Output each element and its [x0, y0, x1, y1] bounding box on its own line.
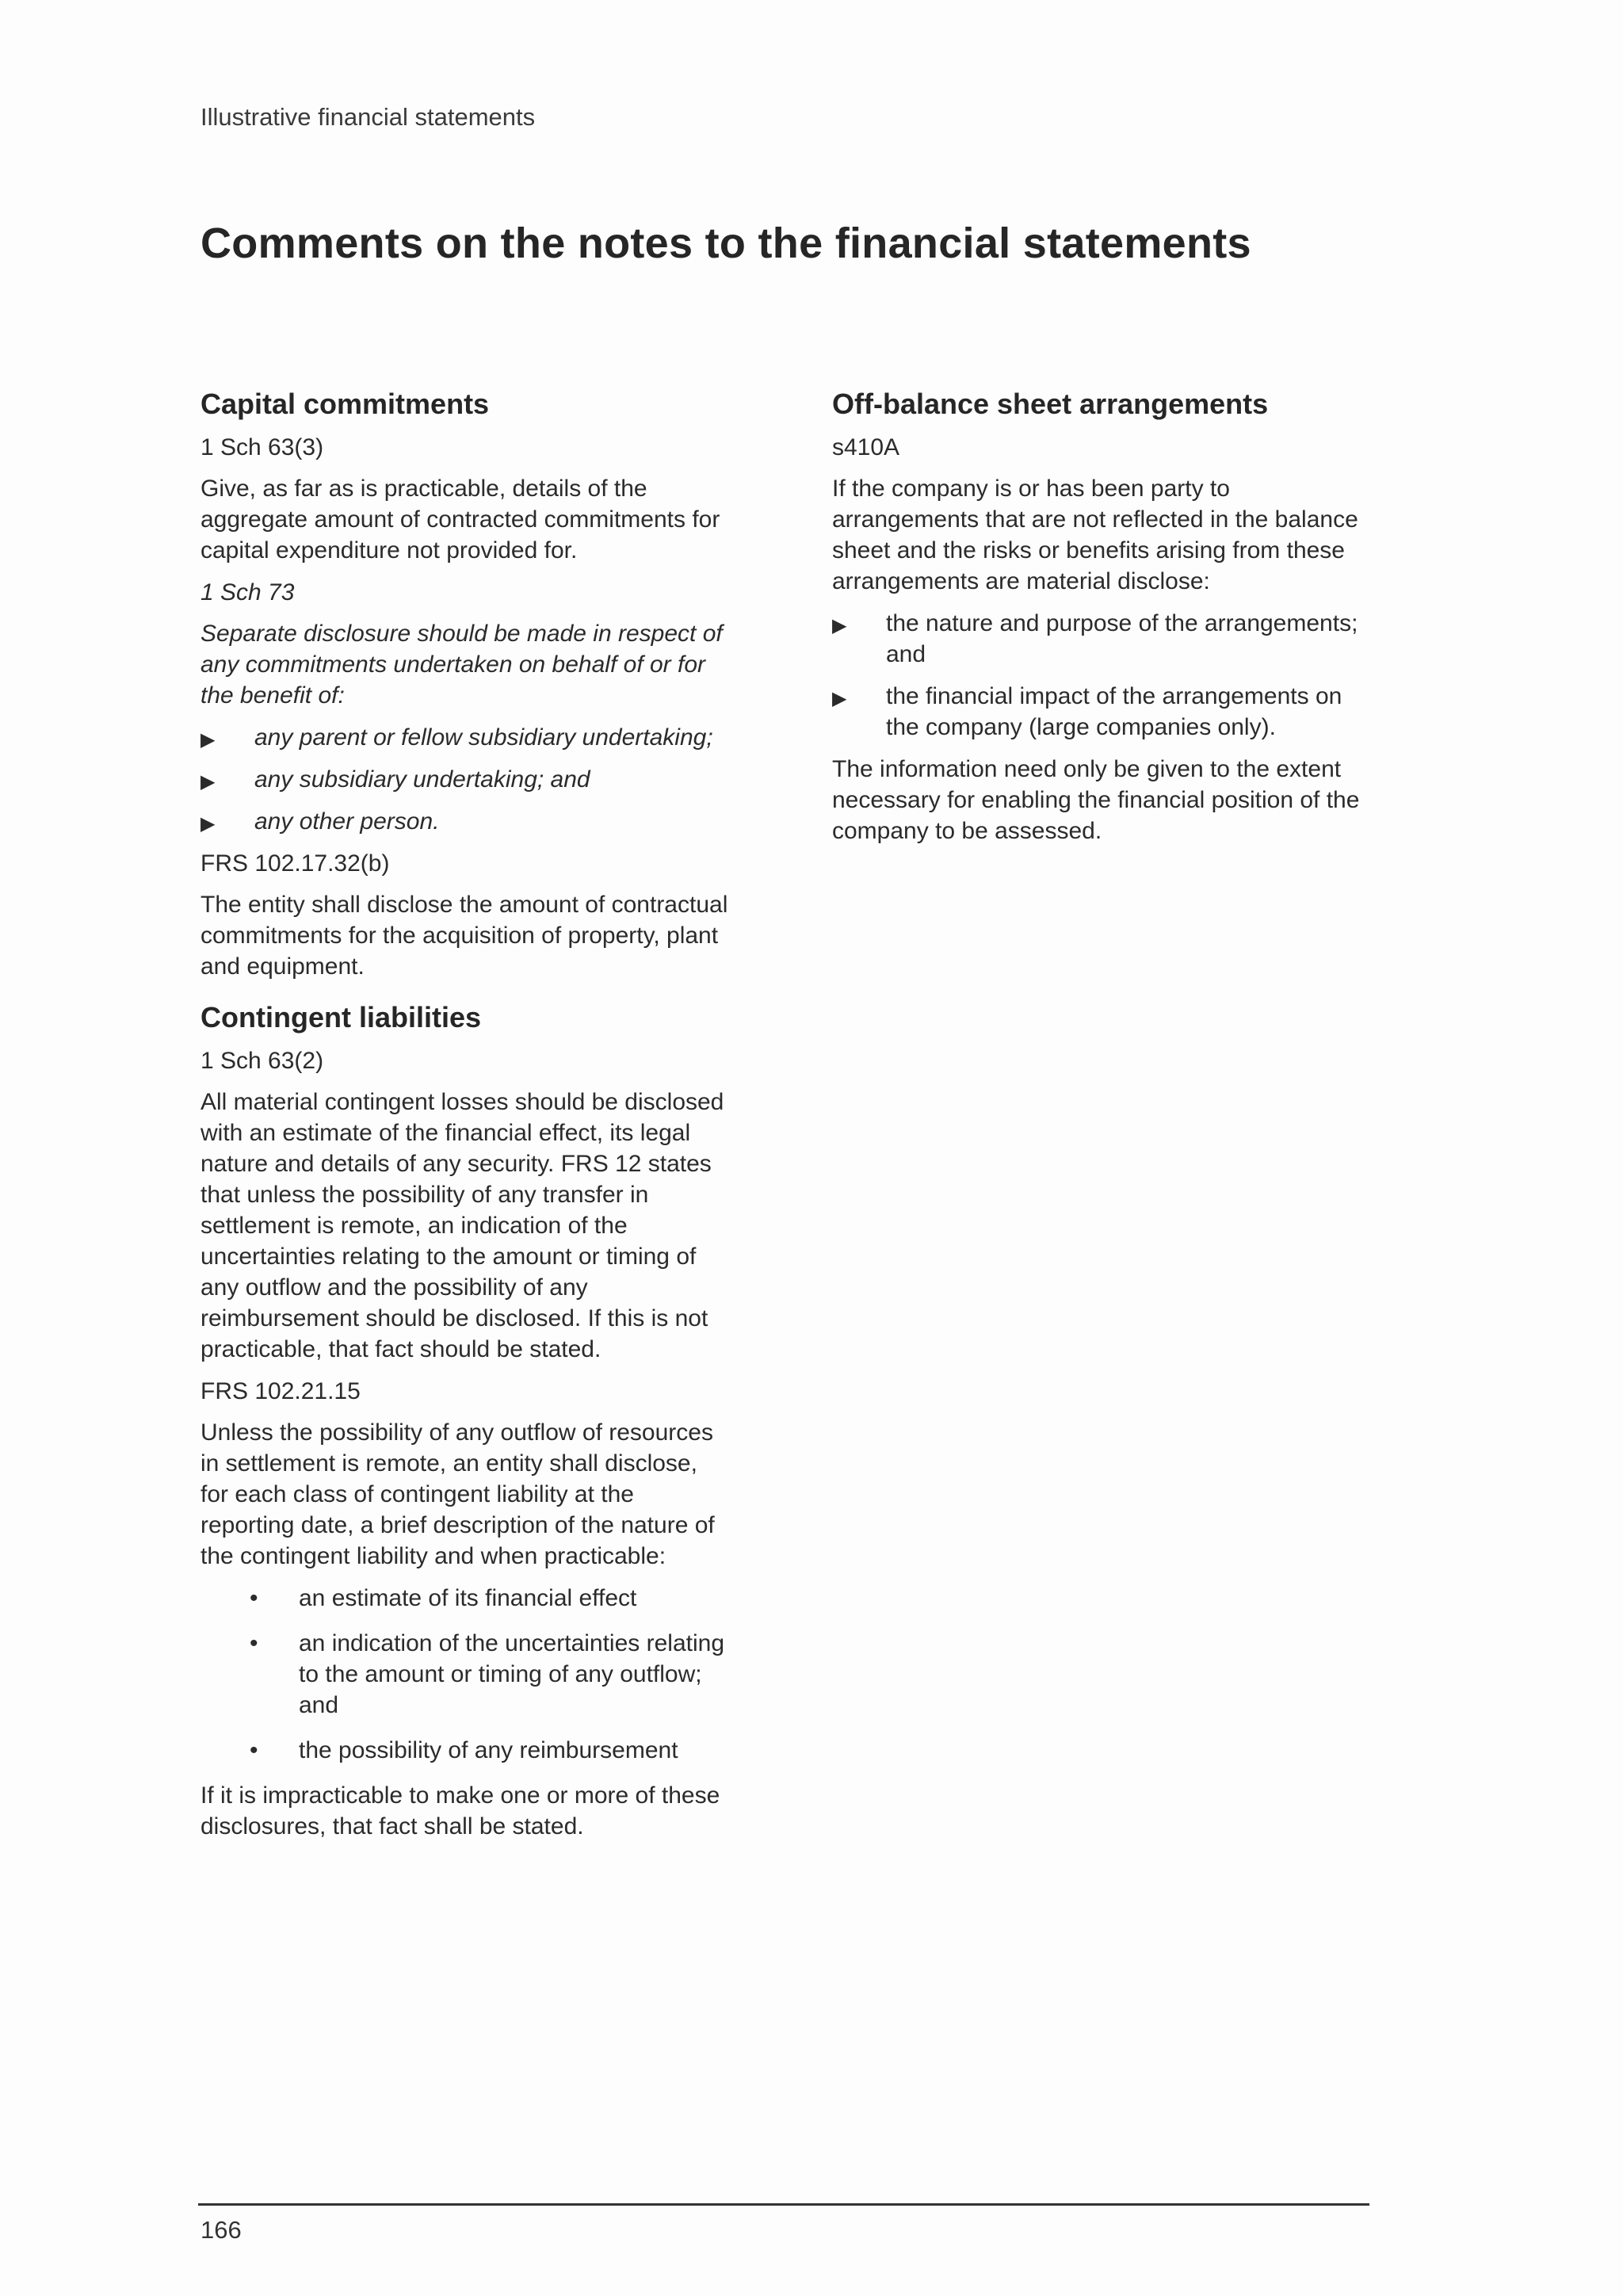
list-item — [250, 1735, 731, 1766]
list-item-text: any parent or fellow subsidiary undertaking; — [254, 724, 713, 751]
paragraph: Give, as far as is practicable, details of the aggregate amount of contracted commitments for capital expenditure not provided for. — [200, 476, 720, 563]
contingent-liabilities-heading: Contingent liabilities — [200, 1001, 482, 1033]
reference: FRS 102.17.32(b) — [200, 850, 390, 877]
paragraph: If it is impracticable to make one or more of these disclosures, that fact shall be stated. — [200, 1782, 720, 1839]
reference: FRS 102.21.15 — [200, 1378, 361, 1404]
triangle-bullet-icon: ▶ — [200, 813, 216, 835]
left-column — [200, 386, 731, 1853]
dot-bullet-icon: • — [250, 1585, 258, 1611]
list-item — [832, 608, 1371, 670]
paragraph: Unless the possibility of any outflow of resources in settlement is remote, an entity shall disclose, for each class of contingent liability at the reporting date, a brief description of the nature of the contingent liability and when practicable: — [200, 1419, 715, 1569]
capital-commitments-heading: Capital commitments — [200, 388, 490, 420]
paragraph: The entity shall disclose the amount of contractual commitments for the acquisition of property, plant and equipment. — [200, 892, 728, 980]
list-item — [200, 722, 731, 753]
footer-divider — [198, 2203, 1369, 2206]
list-item — [832, 681, 1371, 743]
off-balance-sheet-heading: Off-balance sheet arrangements — [832, 388, 1269, 420]
running-header: Illustrative financial statements — [200, 103, 536, 131]
list-item-text: any other person. — [254, 808, 440, 835]
list-item-text: the nature and purpose of the arrangements; and — [886, 610, 1358, 667]
reference: s410A — [832, 434, 900, 460]
paragraph: All material contingent losses should be disclosed with an estimate of the financial effect, its legal nature and details of any security. FRS 12 states that unless the possibility of any transfer in settlement is remote, an indication of the uncertainties relating to the amount or timing of any outflow and the possibility of any reimbursement should be disclosed. If this is not practicable, that fact should be stated. — [200, 1089, 724, 1362]
list-item-text: the financial impact of the arrangements on the company (large companies only). — [886, 683, 1342, 740]
list-item — [250, 1628, 731, 1721]
contingent-liabilities-section — [200, 999, 731, 1842]
reference: 1 Sch 63(3) — [200, 434, 324, 460]
triangle-bullet-icon: ▶ — [200, 771, 216, 793]
triangle-bullet-icon: ▶ — [200, 729, 216, 751]
paragraph: The information need only be given to the extent necessary for enabling the financial position of the company to be assessed. — [832, 756, 1360, 844]
list-item — [200, 806, 731, 837]
triangle-bullet-icon: ▶ — [832, 688, 847, 709]
page-title: Comments on the notes to the financial statements — [200, 220, 1251, 267]
paragraph: Separate disclosure should be made in respect of any commitments undertaken on behalf of or for the benefit of: — [200, 621, 723, 709]
reference: 1 Sch 73 — [200, 579, 295, 606]
dot-bullet-icon: • — [250, 1737, 258, 1763]
list-item-text: the possibility of any reimbursement — [299, 1737, 678, 1763]
list-item — [200, 764, 731, 795]
off-balance-sheet-section — [832, 386, 1371, 846]
right-column — [832, 386, 1371, 858]
paragraph: If the company is or has been party to arrangements that are not reflected in the balance sheet and the risks or benefits arising from these arrangements are material disclose: — [832, 476, 1358, 594]
list-item-text: an estimate of its financial effect — [299, 1585, 637, 1611]
list-item — [250, 1583, 731, 1614]
reference: 1 Sch 63(2) — [200, 1048, 324, 1074]
bullet-list — [832, 608, 1371, 743]
page-number: 166 — [200, 2216, 242, 2244]
capital-commitments-section — [200, 386, 731, 982]
bullet-list — [250, 1583, 731, 1766]
triangle-bullet-icon: ▶ — [832, 615, 847, 636]
list-item-text: an indication of the uncertainties relating to the amount or timing of any outflow; and — [299, 1630, 725, 1718]
dot-bullet-icon: • — [250, 1630, 258, 1656]
list-item-text: any subsidiary undertaking; and — [254, 766, 590, 793]
bullet-list — [200, 722, 731, 837]
